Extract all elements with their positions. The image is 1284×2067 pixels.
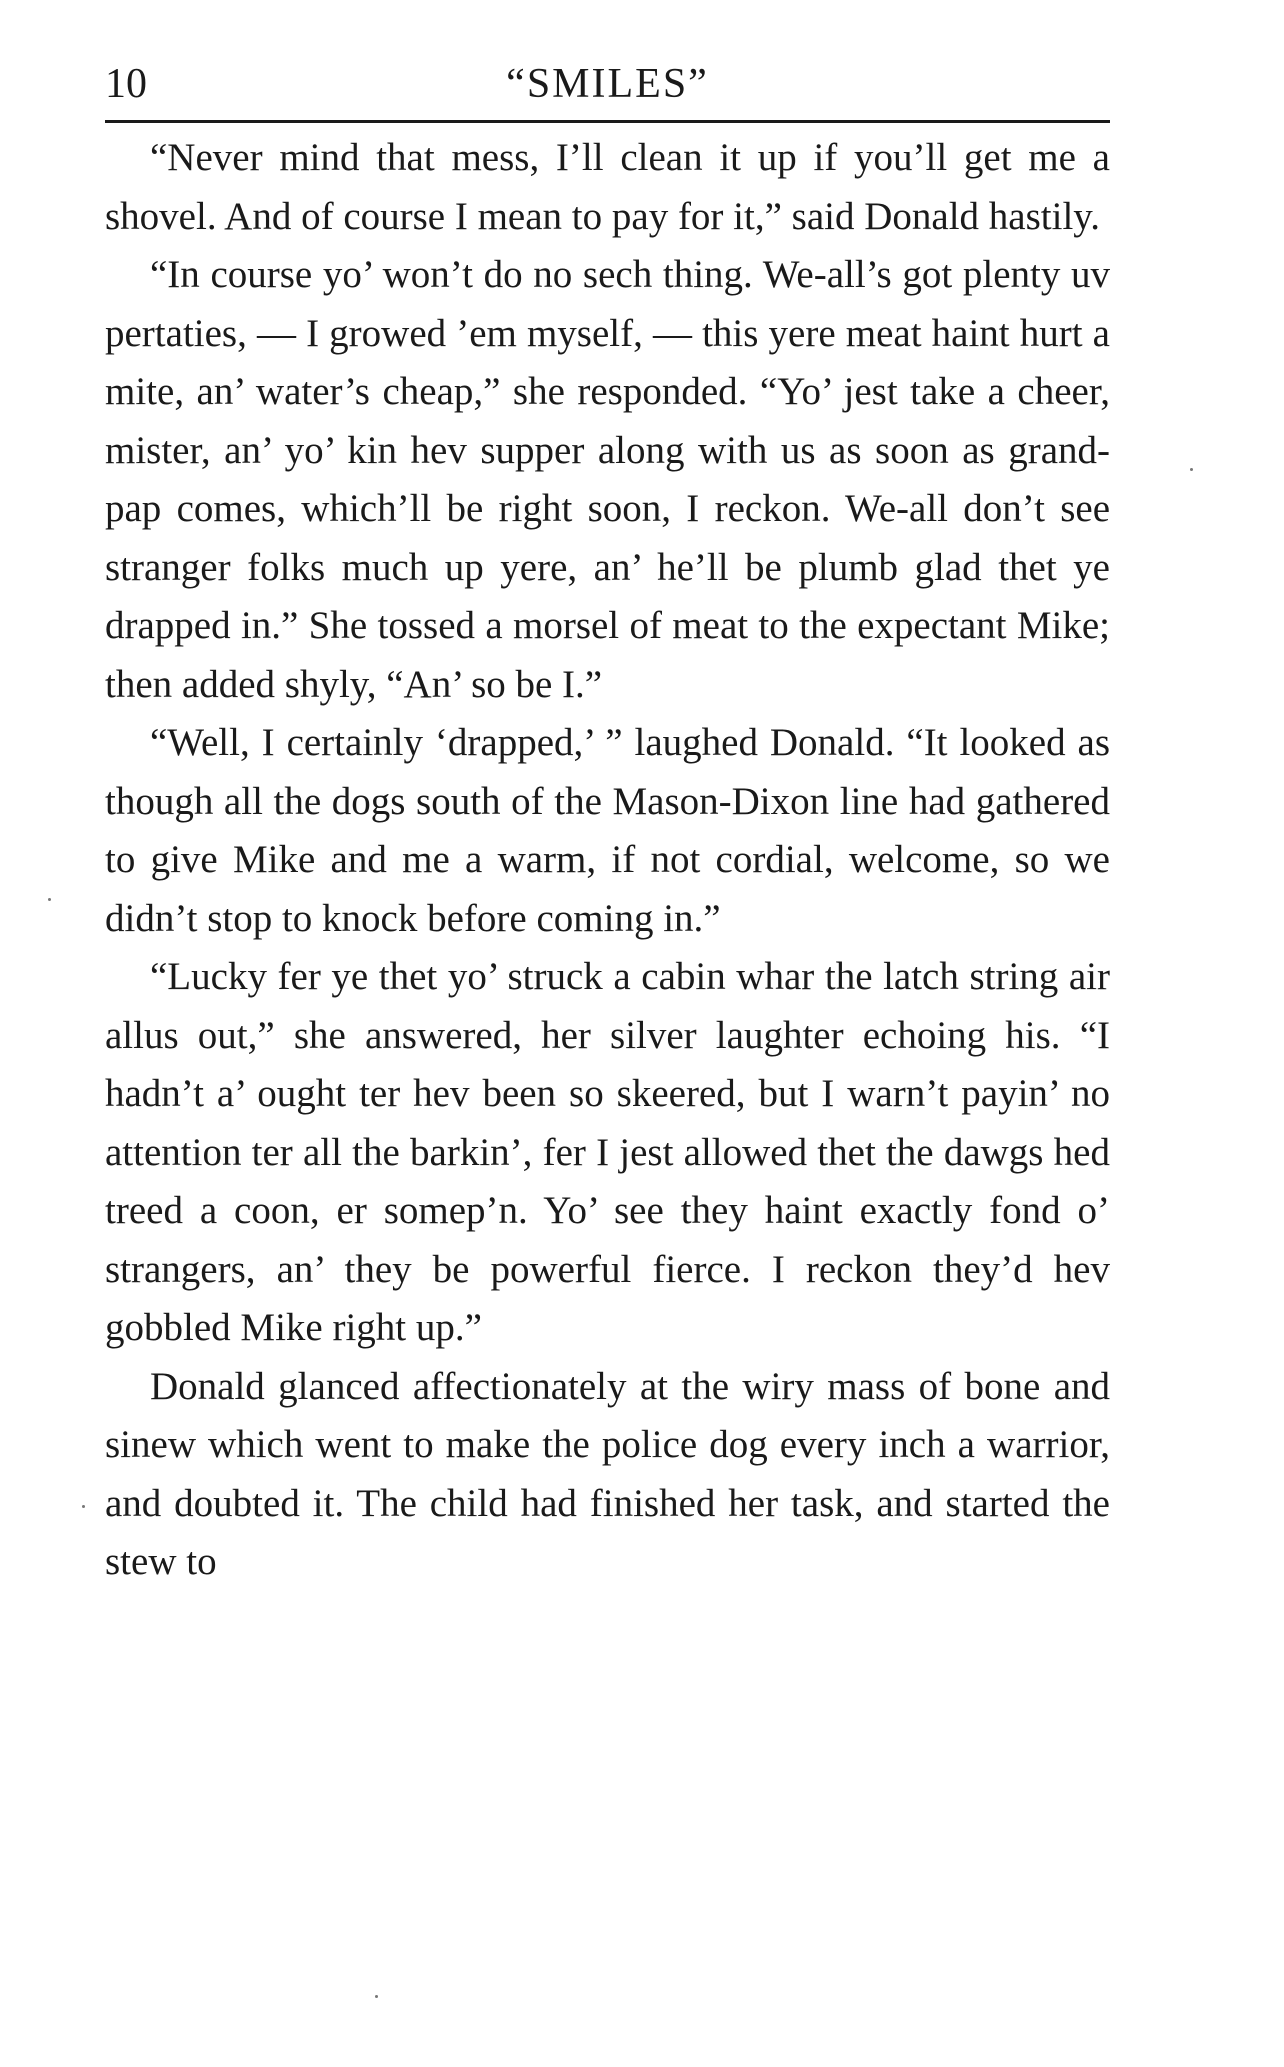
- book-page: [105, 58, 1110, 1592]
- paragraph: “Never mind that mess, I’ll clean it up if you’ll get me a shovel. And of course I mean to pay for it,” said Donald hastily.: [105, 136, 1110, 238]
- paper-speck: [48, 898, 51, 901]
- paragraph: “In course yo’ won’t do no sech thing. We-all’s got plenty uv pertaties, — I growed ’em myself, — this yere meat haint hurt a mite, an’ water’s cheap,” she responded. “Yo’ jest take a cheer, mister, an’ yo’ kin hev supper along with us as soon as grand-pap comes, which’ll be right soon, I reckon. We-all don’t see stranger folks much up yere, an’ he’ll be plumb glad thet ye drapped in.” She tossed a morsel of meat to the expectant Mike; then added shyly, “An’ so be I.”: [105, 253, 1110, 706]
- paragraph: Donald glanced affectionately at the wiry mass of bone and sinew which went to make the police dog every inch a warrior, and doubted it. The child had finished her task, and started the stew to: [105, 1364, 1110, 1583]
- paragraph: “Well, I certainly ‘drapped,’ ” laughed Donald. “It looked as though all the dogs south of the Mason-Dixon line had gathered to give Mike and me a warm, if not cordial, welcome, so we didn’t stop to knock before coming in.”: [105, 721, 1110, 940]
- running-title: “SMILES”: [506, 61, 709, 107]
- body-text: [105, 129, 1110, 1592]
- paper-speck: [375, 1995, 378, 1998]
- page-header: [105, 58, 1110, 123]
- paragraph: “Lucky fer ye thet yo’ struck a cabin whar the latch string air allus out,” she answered, her silver laughter echoing his. “I hadn’t a’ ought ter hev been so skeered, but I warn’t payin’ no attention ter all the barkin’, fer I jest allowed thet the dawgs hed treed a coon, er somep’n. Yo’ see they haint exactly fond o’ strangers, an’ they be powerful fierce. I reckon they’d hev gobbled Mike right up.”: [105, 955, 1110, 1349]
- paper-speck: [1190, 468, 1193, 471]
- paper-speck: [82, 1505, 85, 1508]
- page-number: 10: [105, 61, 147, 107]
